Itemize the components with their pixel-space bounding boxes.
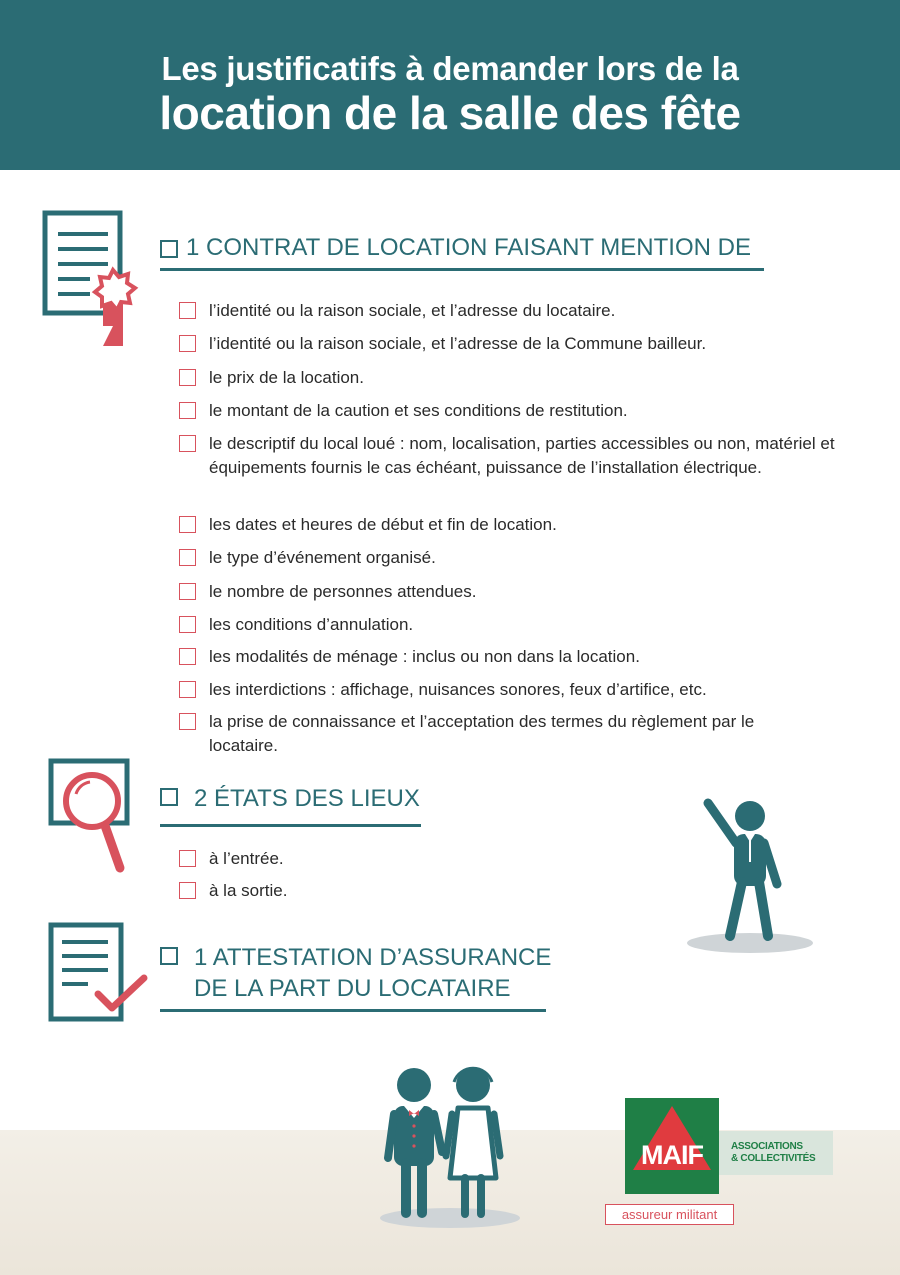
maif-brand-text: MAIF [641,1140,703,1170]
waving-person-illustration [684,798,818,956]
section-1-title: 1 CONTRAT DE LOCATION FAISANT MENTION DE [186,234,751,261]
logo-associations-text: ASSOCIATIONS & COLLECTIVITÉS [731,1141,816,1164]
page-title-line2: location de la salle des fête [159,87,741,139]
item-checkbox[interactable] [179,583,196,600]
section-2-title: 2 ÉTATS DES LIEUX [194,785,420,812]
checked-document-icon [48,922,158,1028]
section-1-checkbox[interactable] [160,240,178,258]
item-checkbox[interactable] [179,850,196,867]
page-title-line1: Les justificatifs à demander lors de la [161,50,739,87]
item-checkbox[interactable] [179,302,196,319]
item-checkbox[interactable] [179,882,196,899]
section-1-underline [160,268,764,271]
section-3-title-line2: DE LA PART DU LOCATAIRE [194,975,511,1002]
item-checkbox[interactable] [179,648,196,665]
section-3-underline [160,1009,546,1012]
couple-illustration [370,1058,520,1230]
header-banner [0,0,900,170]
item-checkbox[interactable] [179,402,196,419]
item-checkbox[interactable] [179,616,196,633]
section-2-underline [160,824,421,827]
item-checkbox[interactable] [179,335,196,352]
item-checkbox[interactable] [179,369,196,386]
item-checkbox[interactable] [179,435,196,452]
section-3-title-line1: 1 ATTESTATION D’ASSURANCE [194,944,552,971]
item-checkbox[interactable] [179,549,196,566]
magnifier-document-icon [46,758,136,878]
certificate-document-icon [40,208,140,348]
section-2-checkbox[interactable] [160,788,178,806]
slogan-tag: assureur militant [605,1204,734,1225]
item-checkbox[interactable] [179,516,196,533]
section-3-checkbox[interactable] [160,947,178,965]
item-checkbox[interactable] [179,713,196,730]
item-checkbox[interactable] [179,681,196,698]
